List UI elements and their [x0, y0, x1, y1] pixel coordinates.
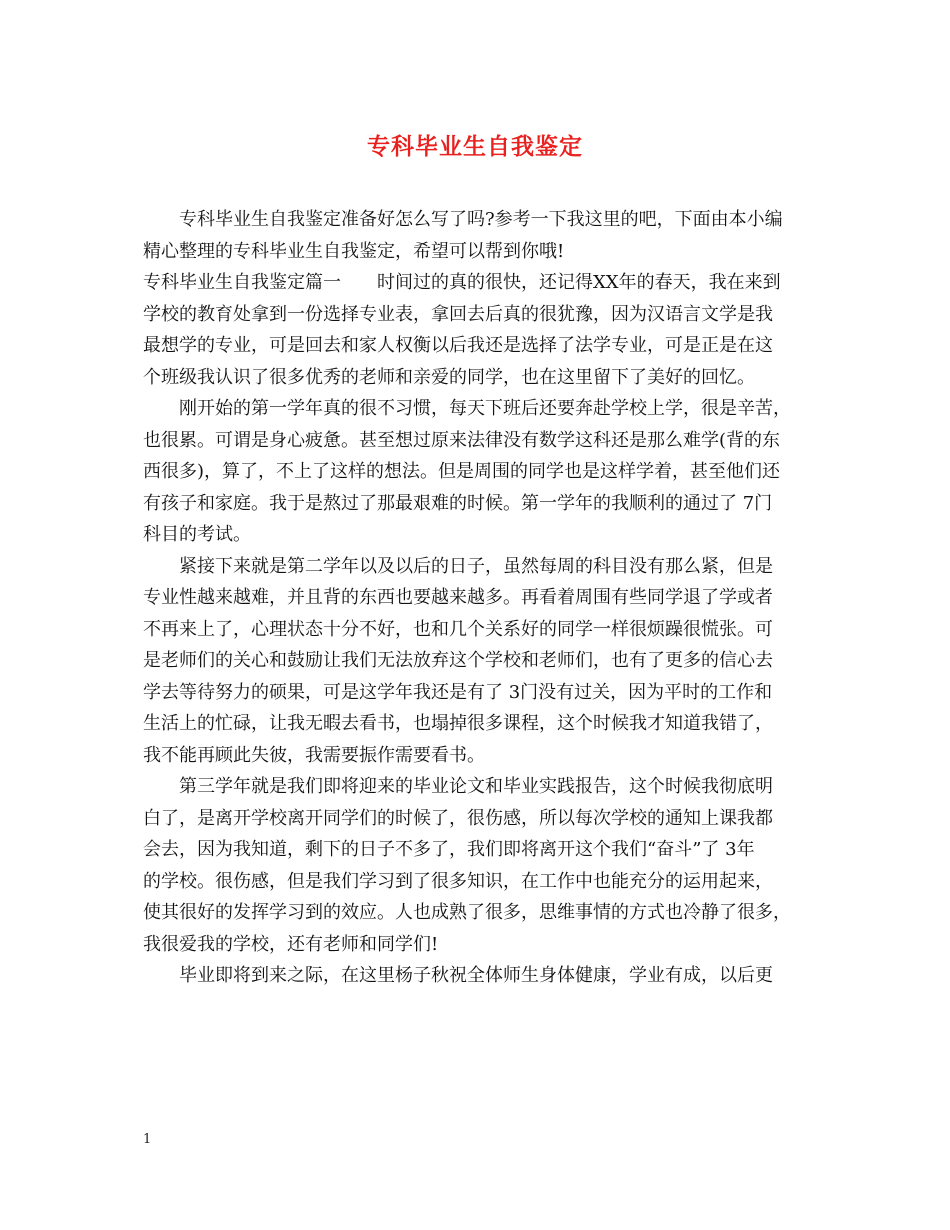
- text-line: 有孩子和家庭。我于是熬过了那最艰难的时候。第一学年的我顺利的通过了 7门: [143, 492, 773, 514]
- document-title: 专科毕业生自我鉴定: [367, 133, 583, 160]
- text-line: 西很多)，算了，不上了这样的想法。但是周围的同学也是这样学着，甚至他们还: [143, 461, 781, 482]
- text-line: 学校的教育处拿到一份选择专业表，拿回去后真的很犹豫，因为汉语言文学是我: [143, 303, 773, 325]
- text-line: 也很累。可谓是身心疲惫。甚至想过原来法律没有数学这科还是那么难学(背的东: [143, 429, 781, 451]
- text-line: 专科毕业生自我鉴定准备好怎么写了吗?参考一下我这里的吧，下面由本小编: [179, 209, 783, 230]
- text-line: 使其很好的发挥学习到的效应。人也成熟了很多，思维事情的方式也冷静了很多，: [143, 902, 791, 923]
- text-line: 专业性越来越难，并且背的东西也要越来越多。再看着周围有些同学退了学或者: [143, 587, 773, 608]
- text-line: 学去等待努力的硕果，可是这学年我还是有了 3门没有过关，因为平时的工作和: [143, 681, 773, 703]
- text-line: 的学校。很伤感，但是我们学习到了很多知识，在工作中也能充分的运用起来，: [143, 870, 773, 892]
- text-line: 我很爱我的学校，还有老师和同学们!: [143, 933, 439, 955]
- text-line: 专科毕业生自我鉴定篇一 时间过的真的很快，还记得XX年的春天，我在来到: [143, 272, 781, 293]
- text-line: 会去，因为我知道，剩下的日子不多了，我们即将离开这个我们“奋斗”了 3年: [143, 839, 755, 860]
- text-line: 毕业即将到来之际，在这里杨子秋祝全体师生身体健康，学业有成，以后更: [179, 965, 773, 986]
- text-line: 第三学年就是我们即将迎来的毕业论文和毕业实践报告，这个时候我彻底明: [179, 776, 773, 797]
- text-line: 我不能再顾此失彼，我需要振作需要看书。: [143, 744, 485, 766]
- text-line: 生活上的忙碌，让我无暇去看书，也塌掉很多课程，这个时候我才知道我错了，: [143, 713, 773, 734]
- text-line: 白了，是离开学校离开同学们的时候了，很伤感，所以每次学校的通知上课我都: [143, 807, 773, 829]
- text-line: 刚开始的第一学年真的很不习惯，每天下班后还要奔赴学校上学，很是辛苦，: [179, 398, 791, 419]
- text-line: 不再来上了，心理状态十分不好，也和几个关系好的同学一样很烦躁很慌张。可: [143, 618, 773, 640]
- text-line: 是老师们的关心和鼓励让我们无法放弃这个学校和老师们，也有了更多的信心去: [143, 650, 773, 671]
- text-line: 科目的考试。: [143, 524, 251, 545]
- text-line: 精心整理的专科毕业生自我鉴定，希望可以帮到你哦!: [143, 240, 565, 262]
- text-line: 紧接下来就是第二学年以及以后的日子，虽然每周的科目没有那么紧，但是: [179, 555, 773, 577]
- text-line: 最想学的专业，可是回去和家人权衡以后我还是选择了法学专业，可是正是在这: [143, 335, 773, 356]
- page-number: 1: [143, 1132, 152, 1147]
- text-line: 个班级我认识了很多优秀的老师和亲爱的同学，也在这里留下了美好的回忆。: [143, 366, 755, 388]
- document-body: [143, 204, 815, 992]
